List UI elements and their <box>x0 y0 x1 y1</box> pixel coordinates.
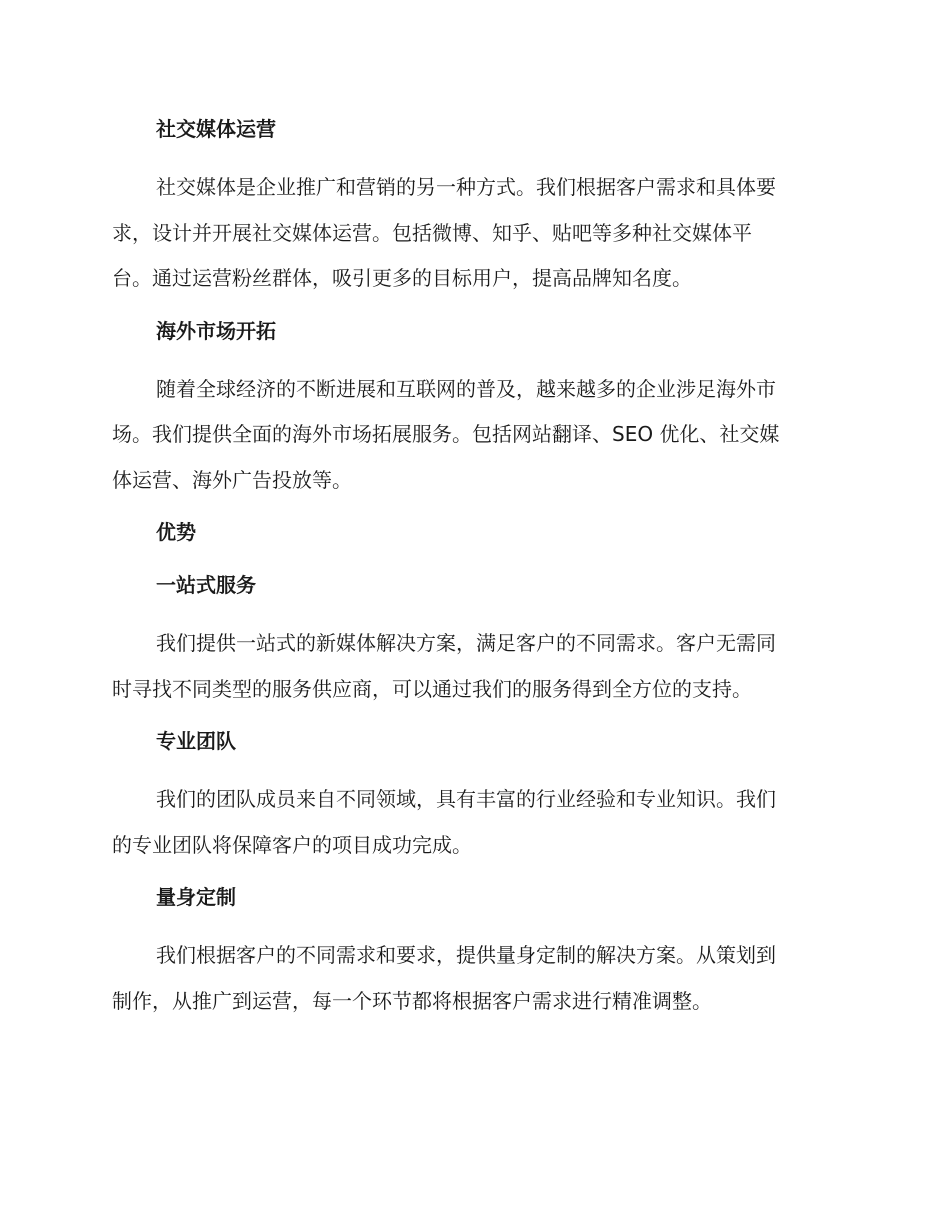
section-paragraph-professional-team <box>112 777 832 868</box>
paragraph-line: 制作，从推广到运营，每一个环节都将根据客户需求进行精准调整。 <box>112 988 712 1013</box>
paragraph-line: 时寻找不同类型的服务供应商，可以通过我们的服务得到全方位的支持。 <box>112 676 752 701</box>
paragraph-line: 台。通过运营粉丝群体，吸引更多的目标用户，提高品牌知名度。 <box>112 266 692 290</box>
section-heading-social-media: 社交媒体运营 <box>156 117 276 141</box>
paragraph-line: 我们提供一站式的新媒体解决方案，满足客户的不同需求。客户无需同 <box>156 631 776 655</box>
paragraph-line: 场。我们提供全面的海外市场拓展服务。包括网站翻译、SEO 优化、社交媒 <box>112 422 780 446</box>
section-paragraph-social-media <box>112 165 832 302</box>
section-paragraph-overseas-market <box>112 367 832 504</box>
section-heading-customization: 量身定制 <box>156 885 236 909</box>
paragraph-line: 求，设计并开展社交媒体运营。包括微博、知乎、贴吧等多种社交媒体平 <box>112 220 752 245</box>
section-heading-advantages: 优势 <box>156 520 196 544</box>
section-heading-professional-team: 专业团队 <box>156 729 236 753</box>
section-heading-overseas-market: 海外市场开拓 <box>156 318 276 343</box>
paragraph-line: 我们的团队成员来自不同领域，具有丰富的行业经验和专业知识。我们 <box>156 787 776 811</box>
paragraph-line: 体运营、海外广告投放等。 <box>112 467 352 492</box>
paragraph-line: 我们根据客户的不同需求和要求，提供量身定制的解决方案。从策划到 <box>156 943 776 967</box>
document-body <box>112 112 832 1036</box>
paragraph-line: 的专业团队将保障客户的项目成功完成。 <box>112 832 472 857</box>
section-paragraph-customization <box>112 933 832 1024</box>
paragraph-line: 社交媒体是企业推广和营销的另一种方式。我们根据客户需求和具体要 <box>156 175 776 199</box>
section-heading-one-stop-service: 一站式服务 <box>156 573 256 597</box>
section-paragraph-one-stop-service <box>112 621 832 712</box>
paragraph-line: 随着全球经济的不断进展和互联网的普及，越来越多的企业涉足海外市 <box>156 376 776 401</box>
